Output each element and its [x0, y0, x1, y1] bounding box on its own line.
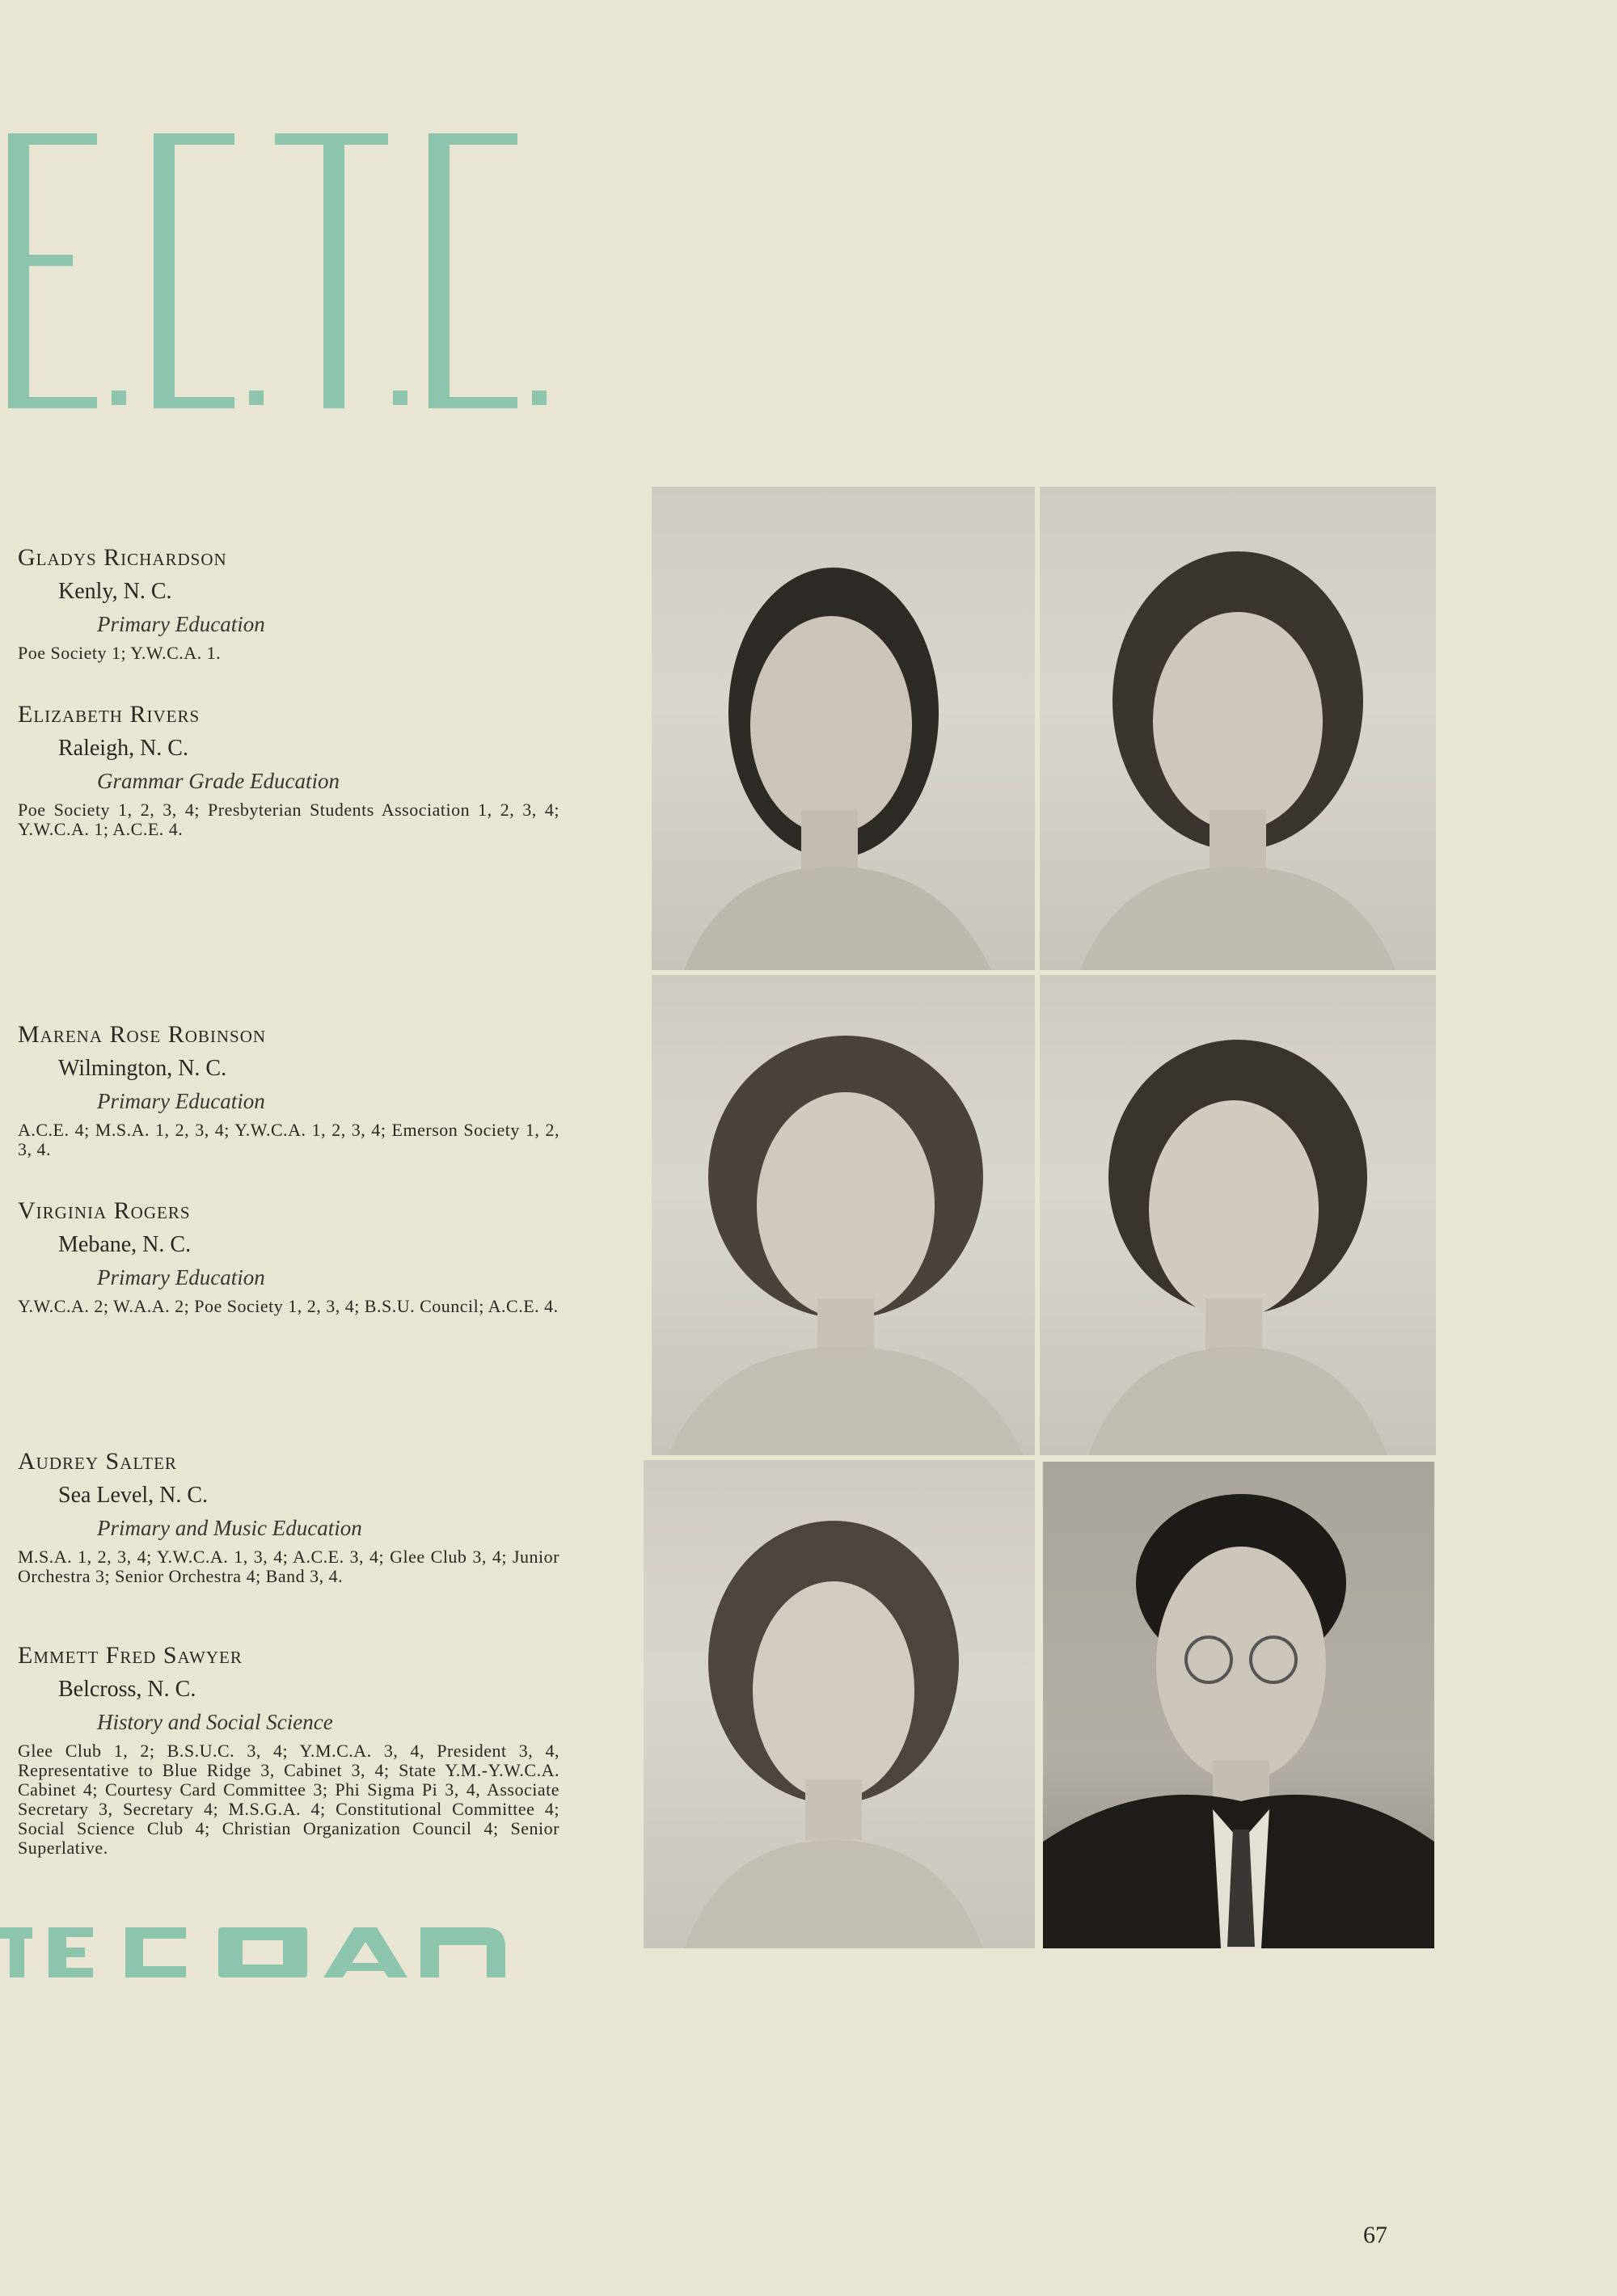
portrait-image — [1040, 975, 1436, 1455]
student-hometown: Sea Level, N. C. — [58, 1483, 209, 1508]
student-activities: Y.W.C.A. 2; W.A.A. 2; Poe Society 1, 2, 3, 4; B.S.U. Council; A.C.E. 4. — [18, 1296, 559, 1316]
student-name: Virginia Rogers — [18, 1197, 191, 1224]
student-major: Primary and Music Education — [97, 1516, 362, 1540]
student-activities: Poe Society 1, 2, 3, 4; Presbyterian Students Association 1, 2, 3, 4; Y.W.C.A. 1; A.C.E. 4. — [18, 800, 559, 839]
student-name: Gladys Richardson — [18, 544, 227, 571]
portrait-image — [652, 487, 1035, 970]
tecoan-logo — [0, 1924, 509, 1981]
student-hometown: Wilmington, N. C. — [58, 1056, 227, 1081]
portrait-photo — [1040, 487, 1436, 970]
tecoan-logo-image — [0, 1924, 509, 1981]
student-hometown: Kenly, N. C. — [58, 579, 172, 604]
ectc-lettering — [8, 133, 558, 408]
student-activities: Glee Club 1, 2; B.S.U.C. 3, 4; Y.M.C.A. 3, 4, President 3, 4, Representative to Blue Ridge 3, Cabinet 3, 4; State Y.M.-Y.W.C.A. Cabinet 4; Courtesy Card Committee 3; Phi Sigma Pi 3, 4, Associate Secretary 3, Secretary 4; M.S.G.A. 4; Constitutional Committee 4; Social Science Club 4; Christian Organization Council 4; Senior Superlative. — [18, 1741, 559, 1858]
portrait-image — [1043, 1462, 1434, 1948]
student-activities: A.C.E. 4; M.S.A. 1, 2, 3, 4; Y.W.C.A. 1, 2, 3, 4; Emerson Society 1, 2, 3, 4. — [18, 1120, 559, 1159]
student-name: Elizabeth Rivers — [18, 701, 201, 728]
portrait-image — [652, 975, 1035, 1455]
student-hometown: Belcross, N. C. — [58, 1677, 196, 1702]
student-name: Audrey Salter — [18, 1448, 177, 1475]
portrait-photo — [1040, 975, 1436, 1455]
student-activities: Poe Society 1; Y.W.C.A. 1. — [18, 643, 222, 663]
student-major: Grammar Grade Education — [97, 769, 340, 793]
page-heading-ectc — [8, 133, 558, 408]
portrait-photo — [652, 975, 1035, 1455]
student-major: Primary Education — [97, 612, 265, 636]
portrait-photo — [1043, 1462, 1434, 1948]
student-entry — [18, 1447, 559, 1586]
student-entry — [18, 700, 559, 839]
student-major: Primary Education — [97, 1265, 265, 1289]
portrait-photo — [652, 487, 1035, 970]
portrait-image — [644, 1460, 1035, 1948]
portrait-image — [1040, 487, 1436, 970]
student-entry — [18, 1641, 559, 1858]
student-entry — [18, 543, 559, 663]
student-name: Marena Rose Robinson — [18, 1021, 267, 1048]
page-number: 67 — [1363, 2222, 1387, 2248]
student-entry — [18, 1197, 559, 1316]
student-entry — [18, 1020, 559, 1159]
student-major: Primary Education — [97, 1089, 265, 1113]
student-major: History and Social Science — [97, 1710, 333, 1734]
student-hometown: Raleigh, N. C. — [58, 736, 188, 761]
portrait-photo — [644, 1460, 1035, 1948]
student-activities: M.S.A. 1, 2, 3, 4; Y.W.C.A. 1, 3, 4; A.C.E. 3, 4; Glee Club 3, 4; Junior Orchestra 3; Senior Orchestra 4; Band 3, 4. — [18, 1547, 559, 1586]
student-hometown: Mebane, N. C. — [58, 1232, 192, 1257]
student-name: Emmett Fred Sawyer — [18, 1642, 243, 1669]
